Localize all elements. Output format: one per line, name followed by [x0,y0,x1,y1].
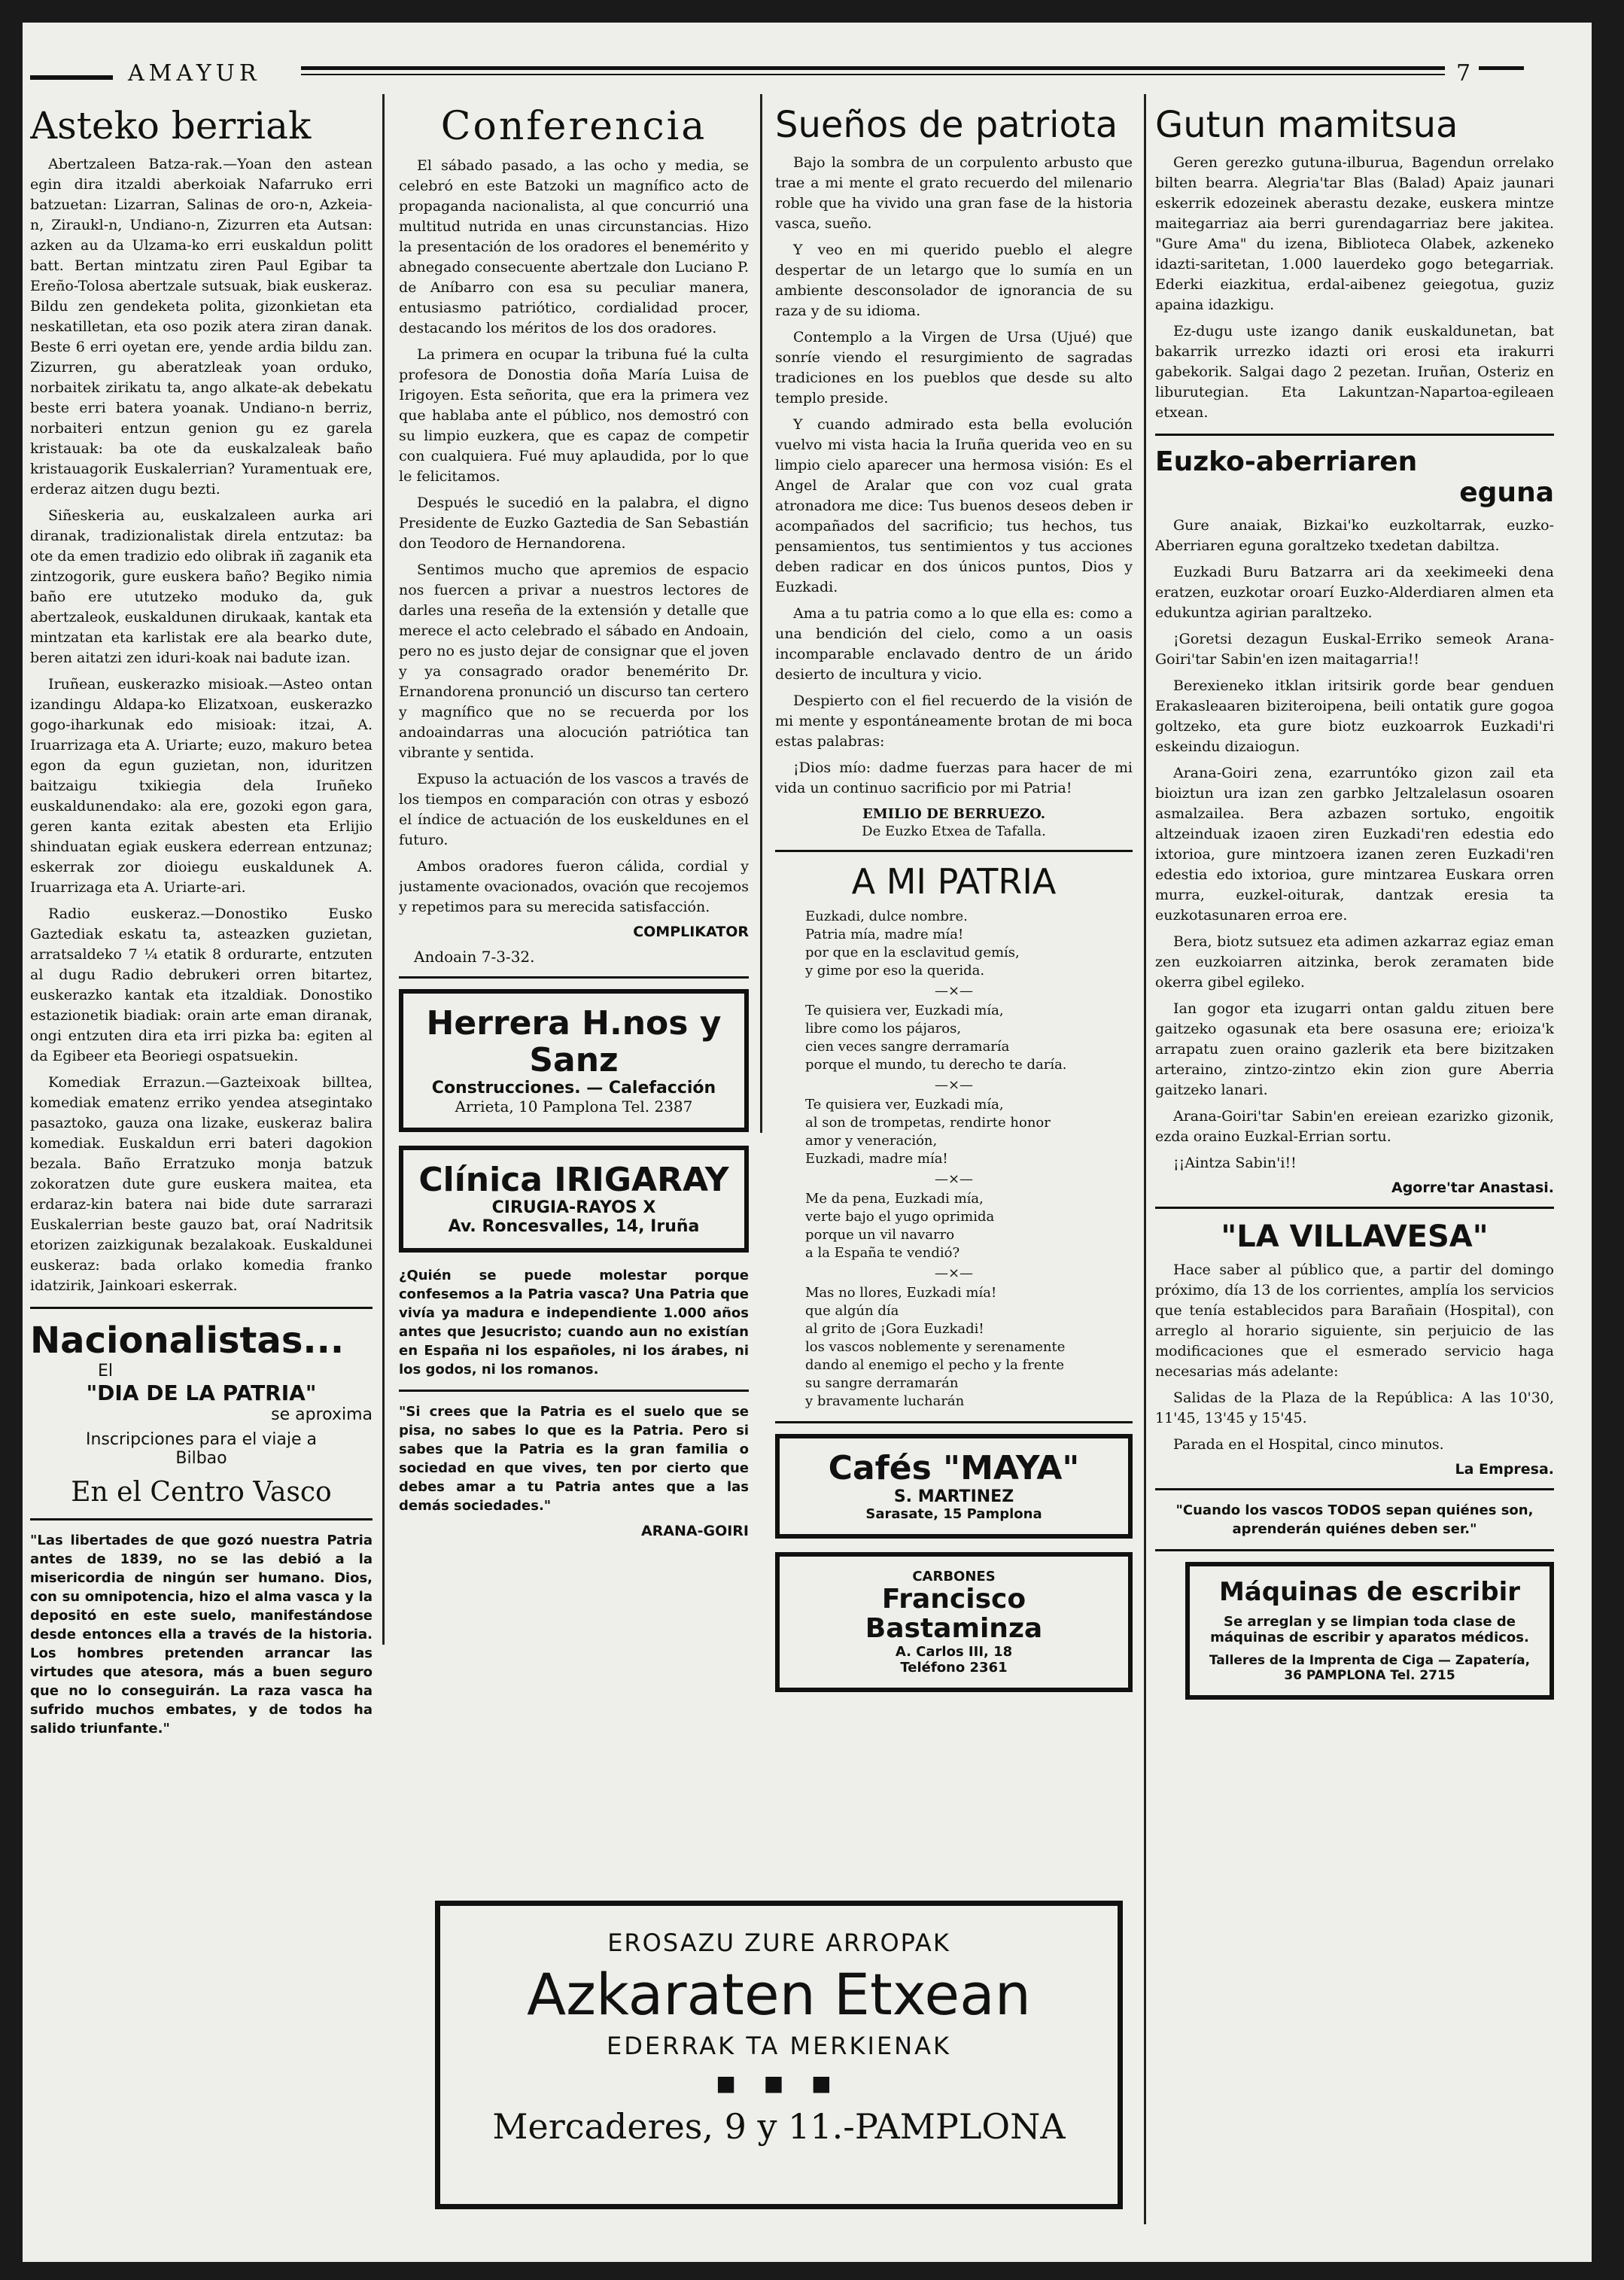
ad-dots: ■ ■ ■ [716,2071,842,2096]
column-rule [760,94,762,1133]
carbones-ad [775,1552,1133,1692]
divider [1155,1207,1554,1209]
divider [1155,434,1554,436]
column-3 [775,105,1133,1912]
ad-title: Nacionalistas... [30,1320,345,1362]
article-paragraph: Euzkadi Buru Batzarra ari da xeekimeeki dena eratzen, euzkotar oroarí Euzko-Alderdiaren almen eta edukuntza agirian paraltzeko. [1155,563,1554,621]
divider [30,1307,373,1309]
signature: Agorre'tar Anastasi. [1391,1179,1554,1196]
villavesa-ad-title: "LA VILLAVESA" [1221,1219,1489,1254]
newspaper-page [23,23,1592,2262]
ad-name: Cafés "MAYA" [828,1449,1080,1488]
masthead-title: AMAYUR [128,60,261,87]
page-number: 7 [1456,60,1471,87]
article-paragraph: Despierto con el fiel recuerdo de la visión de mi mente y espontáneamente brotan de mi boca estas palabras: [775,692,1133,750]
article-paragraph: Bajo la sombra de un corpulento arbusto que trae a mi mente el grato recuerdo del milenario roble que ha vivido una gran fase de la historia vasca, sueño. [775,154,1133,232]
signature-place: De Euzko Etxea de Tafalla. [862,823,1046,839]
poem-line: Patria mía, madre mía! [805,927,964,943]
ad-line: Construcciones. — Calefacción [431,1078,716,1097]
signature-name: EMILIO DE BERRUEZO. [862,805,1045,822]
ad-approach: se aproxima [271,1405,373,1424]
ad-name: Francisco Bastaminza [865,1583,1043,1645]
poem-stanza [775,1002,1133,1074]
poem-stanza [775,1284,1133,1411]
poem-line: al son de trompetas, rendirte honor [805,1115,1051,1131]
article-paragraph: Y veo en mi querido pueblo el alegre despertar de un letargo que lo sumía en un ambiente desconsolador de ignorancia de su raza y de su idioma. [775,241,1133,319]
quote-block: "Cuando los vascos TODOS sepan quiénes son, aprenderán quiénes deben ser." [1175,1502,1534,1537]
stanza-separator: —×— [934,1171,974,1188]
article-paragraph: El sábado pasado, a las ocho y media, se celebró en este Batzoki un magnífico acto de propaganda nacionalista, al que concurrió una multitud nutrida en unas circunstancias. Hizo la presentación de los oradores el benemérito y abnegado consecuente abertzale don Luciano P. de Aníbarro con esa su peculiar manera, entusiasmo patriótico, cordialidad procer, destacando los méritos de los dos oradores. [399,157,749,337]
poem-line: Euzkadi, dulce nombre. [805,909,968,925]
poem-stanza [775,1190,1133,1262]
article-paragraph: Gure anaiak, Bizkai'ko euzkoltarrak, euzko-Aberriaren eguna goraltzeko txedetan dabiltza. [1155,516,1554,554]
ad-line: EROSAZU ZURE ARROPAK [607,1928,950,1957]
poem-line: amor y veneración, [805,1133,938,1149]
stanza-separator: —×— [934,1265,974,1282]
poem-line: Te quisiera ver, Euzkadi mía, [805,1097,1004,1113]
ad-text: Se arreglan y se limpian toda clase de máquinas de escribir y aparatos médicos. [1210,1614,1529,1646]
article-paragraph: Ian gogor eta izugarri ontan galdu zituen bere gaitzeko ogasunak eta bere osasuna ere; erioiza'k arrapatu zuen oraino gazlerik eta bere bizitzaken arteraino, zintzo-zintzo ekin zion gure Aberria gaitzeko lanari. [1155,1000,1554,1098]
quote-block: "Las libertades de que gozó nuestra Patria antes de 1839, no se las debió a la misericordia de ningún ser humano. Dios, con su omnipotencia, hizo el alma vasca y la depositó en este suelo, manifestándose desde entonces ella a través de la historia. Los hombres pretenden arrancar las virtudes que atesora, más a buen seguro que no lo conseguirán. La raza vasca ha sufrido muchos embates, y de todos ha salido triunfante." [30,1533,373,1737]
article-title: Conferencia [440,105,707,149]
poem-line: y bravamente lucharán [805,1393,965,1410]
ad-line: S. MARTINEZ [893,1487,1014,1506]
poem-line: Te quisiera ver, Euzkadi mía, [805,1003,1004,1019]
quote-block: ¿Quién se puede molestar porque confesemos a la Patria vasca? Una Patria que vivía ya madura e independiente 1.000 años antes que Jesucristo; cuando aun no existían en España ni los españoles, ni los árabes, ni los godos, ni los romanos. [399,1268,749,1378]
ad-name: Azkaraten Etxean [527,1961,1031,2028]
ad-paragraph: Parada en el Hospital, cinco minutos. [1173,1435,1444,1453]
article-paragraph: Radio euskeraz.—Donostiko Eusko Gaztediak eskatu ta, asteazken guzietan, arratsaldeko 7 ¼ etatik 8 ordurarte, entzuten al dugu Radio debrukeri orren bitartez, euskerazko kantak eta itzaldiak. Donostiko estazionetik biadiak: orain arte eman diranak, ongi entzuten dira eta irri pizka ba: egiten al da Egibeer eta Beoriegi ospatsuekin. [30,906,373,1064]
article-paragraph: ¡Goretsi dezagun Euskal-Erriko semeok Arana-Goiri'tar Sabin'en izen maitagarria!! [1155,630,1554,668]
poem-line: dando al enemigo el pecho y la frente [805,1357,1064,1374]
poem-line: por que en la esclavitud gemís, [805,945,1020,961]
signature: COMPLIKATOR [633,924,749,941]
divider [775,1421,1133,1423]
poem-title: A MI PATRIA [851,860,1057,902]
ad-name: Clínica IRIGARAY [418,1160,729,1199]
azkaraten-ad [435,1901,1123,2209]
divider [1155,1549,1554,1551]
article-title: Gutun mamitsua [1155,105,1458,146]
article-paragraph: Expuso la actuación de los vascos a través de los tiempos en comparación con otras y esbozó el índice de actuación de los euskeldunes en el futuro. [399,771,749,849]
poem-stanza [775,1096,1133,1168]
column-4 [1155,105,1554,2236]
poem-line: a la España te vendió? [805,1245,960,1262]
masthead-rule-thin [301,74,1445,75]
divider [1155,1488,1554,1490]
dateline: Andoain 7-3-32. [414,948,535,966]
ad-address: Mercaderes, 9 y 11.-PAMPLONA [492,2106,1066,2148]
ad-address: A. Carlos III, 18 [895,1643,1013,1660]
stanza-separator: —×— [934,1077,974,1094]
poem-line: cien veces sangre derramaría [805,1039,1010,1055]
stanza-separator: —×— [934,983,974,1000]
poem-line: libre como los pájaros, [805,1021,962,1037]
divider [30,1518,373,1521]
masthead-rule-right [1479,66,1524,70]
poem-line: y gime por eso la querida. [805,963,985,979]
ad-top: CARBONES [912,1568,996,1584]
poem-line: porque un vil navarro [805,1227,955,1243]
article-paragraph: La primera en ocupar la tribuna fué la culta profesora de Donostia doña María Luisa de Irigoyen. Esta señorita, que era la primera vez que hablaba ante el público, nos demostró con su limpio euzkera, que es capaz de competir con cualquiera. Fué muy aplaudida, por lo que le felicitamos. [399,346,749,486]
poem-line: porque el mundo, tu derecho te daría. [805,1057,1067,1073]
divider [775,850,1133,852]
ad-address: Talleres de la Imprenta de Ciga — Zapatería, 36 PAMPLONA Tel. 2715 [1209,1653,1531,1684]
column-rule [1144,94,1146,2224]
ad-center: En el Centro Vasco [71,1477,332,1508]
article-paragraph: Berexieneko itklan iritsirik gorde bear genduen Erakasleaaren biziteroipena, beili ontatik gure gogoa goltzeko, eta gure biotz euzkoarrok Euzkadi'ri eskeindu dizaiogun. [1155,677,1554,755]
ad-el: El [98,1362,114,1380]
nacionalistas-ad [30,1320,373,1508]
column-rule [382,94,385,1645]
article-paragraph: Bera, biotz sutsuez eta adimen azkarraz egiaz eman zen euzkoiarren aitzinka, berok zeramaten bide okerra gibel egileko. [1155,933,1554,991]
article-title: Euzko-aberriaren [1155,446,1418,477]
poem-line: que algún día [805,1303,899,1320]
ad-line: EDERRAK TA MERKIENAK [607,2032,951,2061]
ad-city: Bilbao [175,1449,227,1468]
article-paragraph: Contemplo a la Virgen de Ursa (Ujué) que sonríe viendo el resurgimiento de sagradas tradiciones en los pueblos que desde su alto templo preside. [775,328,1133,406]
poem-line: Me da pena, Euzkadi mía, [805,1191,984,1207]
article-paragraph: Geren gerezko gutuna-ilburua, Bagendun orrelako bilten bearra. Alegria'tar Blas (Balad) Apaiz jaunari eskerrik edozeinek aberastu dezake, euskera mintze maitegarriaz aia berri gurendagarriaz bere jakitea. "Gure Ama" du izena, Biblioteca Olabek, azkeneko idazti-saritetan, 1.000 lauerdeko gogo betegarriak. Ederki eiazkitua, erdal-aibenez geiegotua, guziz apaina idazkigu. [1155,154,1554,313]
article-title: Asteko berriak [30,105,312,148]
article-paragraph: Iruñean, euskerazko misioak.—Asteo ontan izandingu Aldapa-ko Elizatxoan, euskerazko gogo-iharkunak edo misioak: itzai, A. Iruarrizaga eta A. Uriarte; euzo, makuro betea egon da egun guzietan, non, iduritzen baitzaigu txikiegia dela Iruñeko euskaldunendako: ala ere, gozoki egon gara, geren kanta ezitak abesten eta Erlijio shinduatan egiak euskera ederrean entzunaz; eskerrak zor dioiegu euskaldunek A. Iruarrizaga eta A. Uriarte-ari. [30,676,373,896]
ad-address: Av. Roncesvalles, 14, Iruña [448,1217,700,1237]
clinica-ad [399,1146,749,1253]
ad-phone: Teléfono 2361 [900,1659,1008,1676]
divider [399,976,749,979]
article-paragraph: Sentimos mucho que apremios de espacio nos fuercen a privar a nuestros lectores de darles una reseña de la extensión y detalle que merece el acto celebrado el sábado en Andoain, pero no es justo dejar de consignar que el joven y ya consagrado orador benemérito Dr. Ernandorena pronunció un discurso tan certero y magnífico que no se recuerda por los andoaindarras una alocución patriótica tan vibrante y sentida. [399,562,749,762]
article-paragraph: Komediak Errazun.—Gazteixoak billtea, komediak ematenz erriko yendea atsegintako pasaztoko, gauza ona lizake, euskeraz balira komediak. Euskaldun erri bateri dagokion bezala. Baño Erratzuko monja batzuk zokoratzen dute gure euskera maitea, eta erdaraz-kin batera nai bide dute sarrarazi Euskalerrian beste gauzo bat, oraí Nadritsik etorizen zaizkigunak bezalakoak. Euskaldunei euskeraz: bada orlako komedia franko idatzirik, Jainkoari eskerrak. [30,1074,373,1294]
article-paragraph: ¡Dios mío: dadme fuerzas para hacer de mi vida un continuo sacrificio por mi Patria! [775,759,1133,796]
article-paragraph: Ambos oradores fueron cálida, cordial y justamente ovacionados, ovación que recojemos y repetimos para su merecida satisfacción. [399,858,749,916]
poem-stanza [775,908,1133,980]
article-paragraph: ¡¡Aintza Sabin'i!! [1173,1154,1297,1171]
article-paragraph: Siñeskeria au, euskalzaleen aurka ari diranak, tradizionalistak direla entzutaz: ba ote da emen tradizio edo olibrak iñ zaganik eta zintzogorik, gure euskera baño? Begiko nimia baño ere ututzeko moduko da, guk abertzaleok, euskaldunen dirukaak, kantak eta mintzatan eta karlistak ere ala bearko dute, beren aitatzi zen iduri-koak nai badute izan. [30,507,373,666]
poem-line: verte bajo el yugo oprimida [805,1209,995,1225]
ad-inscriptions: Inscripciones para el viaje a [85,1430,318,1449]
poem-line: los vascos noblemente y serenamente [805,1339,1066,1356]
poem-line: su sangre derramarán [805,1375,959,1392]
article-paragraph: Arana-Goiri'tar Sabin'en ereiean ezarizko gizonik, ezda oraino Euzkal-Errian sortu. [1155,1107,1554,1145]
ad-name: Herrera H.nos y Sanz [426,1004,722,1079]
ad-address: Arrieta, 10 Pamplona Tel. 2387 [455,1097,693,1116]
article-title: Sueños de patriota [775,105,1118,146]
cafes-maya-ad [775,1434,1133,1538]
ad-day: "DIA DE LA PATRIA" [86,1380,317,1405]
ad-signature: La Empresa. [1455,1460,1554,1478]
poem [775,908,1133,1411]
maquinas-ad [1185,1562,1554,1700]
ad-paragraph: Salidas de la Plaza de la República: A las 10'30, 11'45, 13'45 y 15'45. [1155,1389,1554,1426]
article-paragraph: Y cuando admirado esta bella evolución vuelvo mi vista hacia la Iruña querida veo en su limpio cielo aparecer una hermosa visión: Es el Angel de Aralar que con voz cual grata atronadora me dice: Tus buenos deseos deben ir acompañados del sacrificio; tus hechos, tus pensamientos, tus sentimientos y tus acciones deben radicar en dos únicos puntos, Dios y Euzkadi. [775,416,1133,595]
article-paragraph: Después le sucedió en la palabra, el digno Presidente de Euzko Gaztedia de San Sebastián don Teodoro de Hernandorena. [399,495,749,552]
poem-line: al grito de ¡Gora Euzkadi! [805,1321,984,1338]
ad-name: Máquinas de escribir [1218,1576,1521,1607]
column-1 [30,105,373,2236]
masthead-rule [301,66,1445,70]
ad-address: Sarasate, 15 Pamplona [865,1505,1042,1522]
poem-line: Mas no llores, Euzkadi mía! [805,1285,997,1301]
quote-block: "Si crees que la Patria es el suelo que se pisa, no sabes lo que es la Patria. Pero si sabes que la Patria es la gran familia o sociedad en que vives, ten por cierto que debes amar a tu Patria antes que a las demás sociedades." [399,1404,749,1514]
article-paragraph: Ama a tu patria como a lo que ella es: como a una bendición del cielo, como a un oasis incomparable enclavado dentro de un árido desierto de incultura y vicio. [775,604,1133,683]
article-paragraph: Ez-dugu uste izango danik euskaldunetan, bat bakarrik urrezko idazti ori erosi eta irakurri gabekorik. Salgai dago 2 pezetan. Iruñan, Osteriz en liburutegian. Eta Lakuntzan-Napartoa-egileaen etxean. [1155,322,1554,421]
herrera-ad [399,989,749,1132]
masthead-rule-left [30,75,113,80]
article-paragraph: Abertzaleen Batza-rak.—Yoan den astean egin dira itzaldi aberkoiak Nafarruko erri batzuetan: Lizarran, Salinas de oro-n, Azkeia-n, Ziraukl-n, Undiano-n, Zizurren eta Autsan: azken au da Ulzama-ko erri euskaldun politt batt. Bertan mintzatu ziren Paul Egibar ta Ereño-Tolosa abertzale sutsuak, biak euskeraz. Bildu zen gendeketa polita, gizonkietan eta neskatilletan, eta oso pozik atera ziran danak. Beste 6 erri oyetan ere, yende ardia bildu zan. Zizurren, gu aberatzleak yoan orduko, norbaitek zirikatu ta, ango alkate-ak debekatu beste erri batera yoanak. Undiano-n berriz, norbaiteri entzun genion gu ez garela kristauak: ba ote da euskalzaleak baño kristauagorik Euskalerrian? Yuramentuak ere, erderaz aitzen dugu bezti. [30,156,373,498]
ad-paragraph: Hace saber al público que, a partir del domingo próximo, día 13 de los corrientes, amplía los servicios que tenía establecidos para Barañain (Hospital), con arreglo al horario siguiente, sin perjuicio de las modificaciones que el esmerado servicio haga necesarias más adelante: [1155,1261,1554,1380]
article-paragraph: Arana-Goiri zena, ezarruntóko gizon zail eta bioiztun ura izan zen garbko Jeltzalelasun osoaren asmalzailea. Bera azbazen sortuko, engoitik altzeinduak izaoen ziren Euzkadi'ren edestia edo ixtorioa, gure mintzoera izanen zeren Euzkadi'ren edestia edo ixtorioa, gure mintzarea Euskara orren murra, euzkel-oiturak, dantzak eresia ta euzkotasunaren erroa ere. [1155,764,1554,924]
signature: ARANA-GOIRI [640,1523,749,1540]
divider [399,1390,749,1392]
ad-line: CIRUGIA-RAYOS X [491,1198,656,1218]
poem-line: Euzkadi, madre mía! [805,1151,948,1167]
article-title-line2: eguna [1459,476,1554,508]
